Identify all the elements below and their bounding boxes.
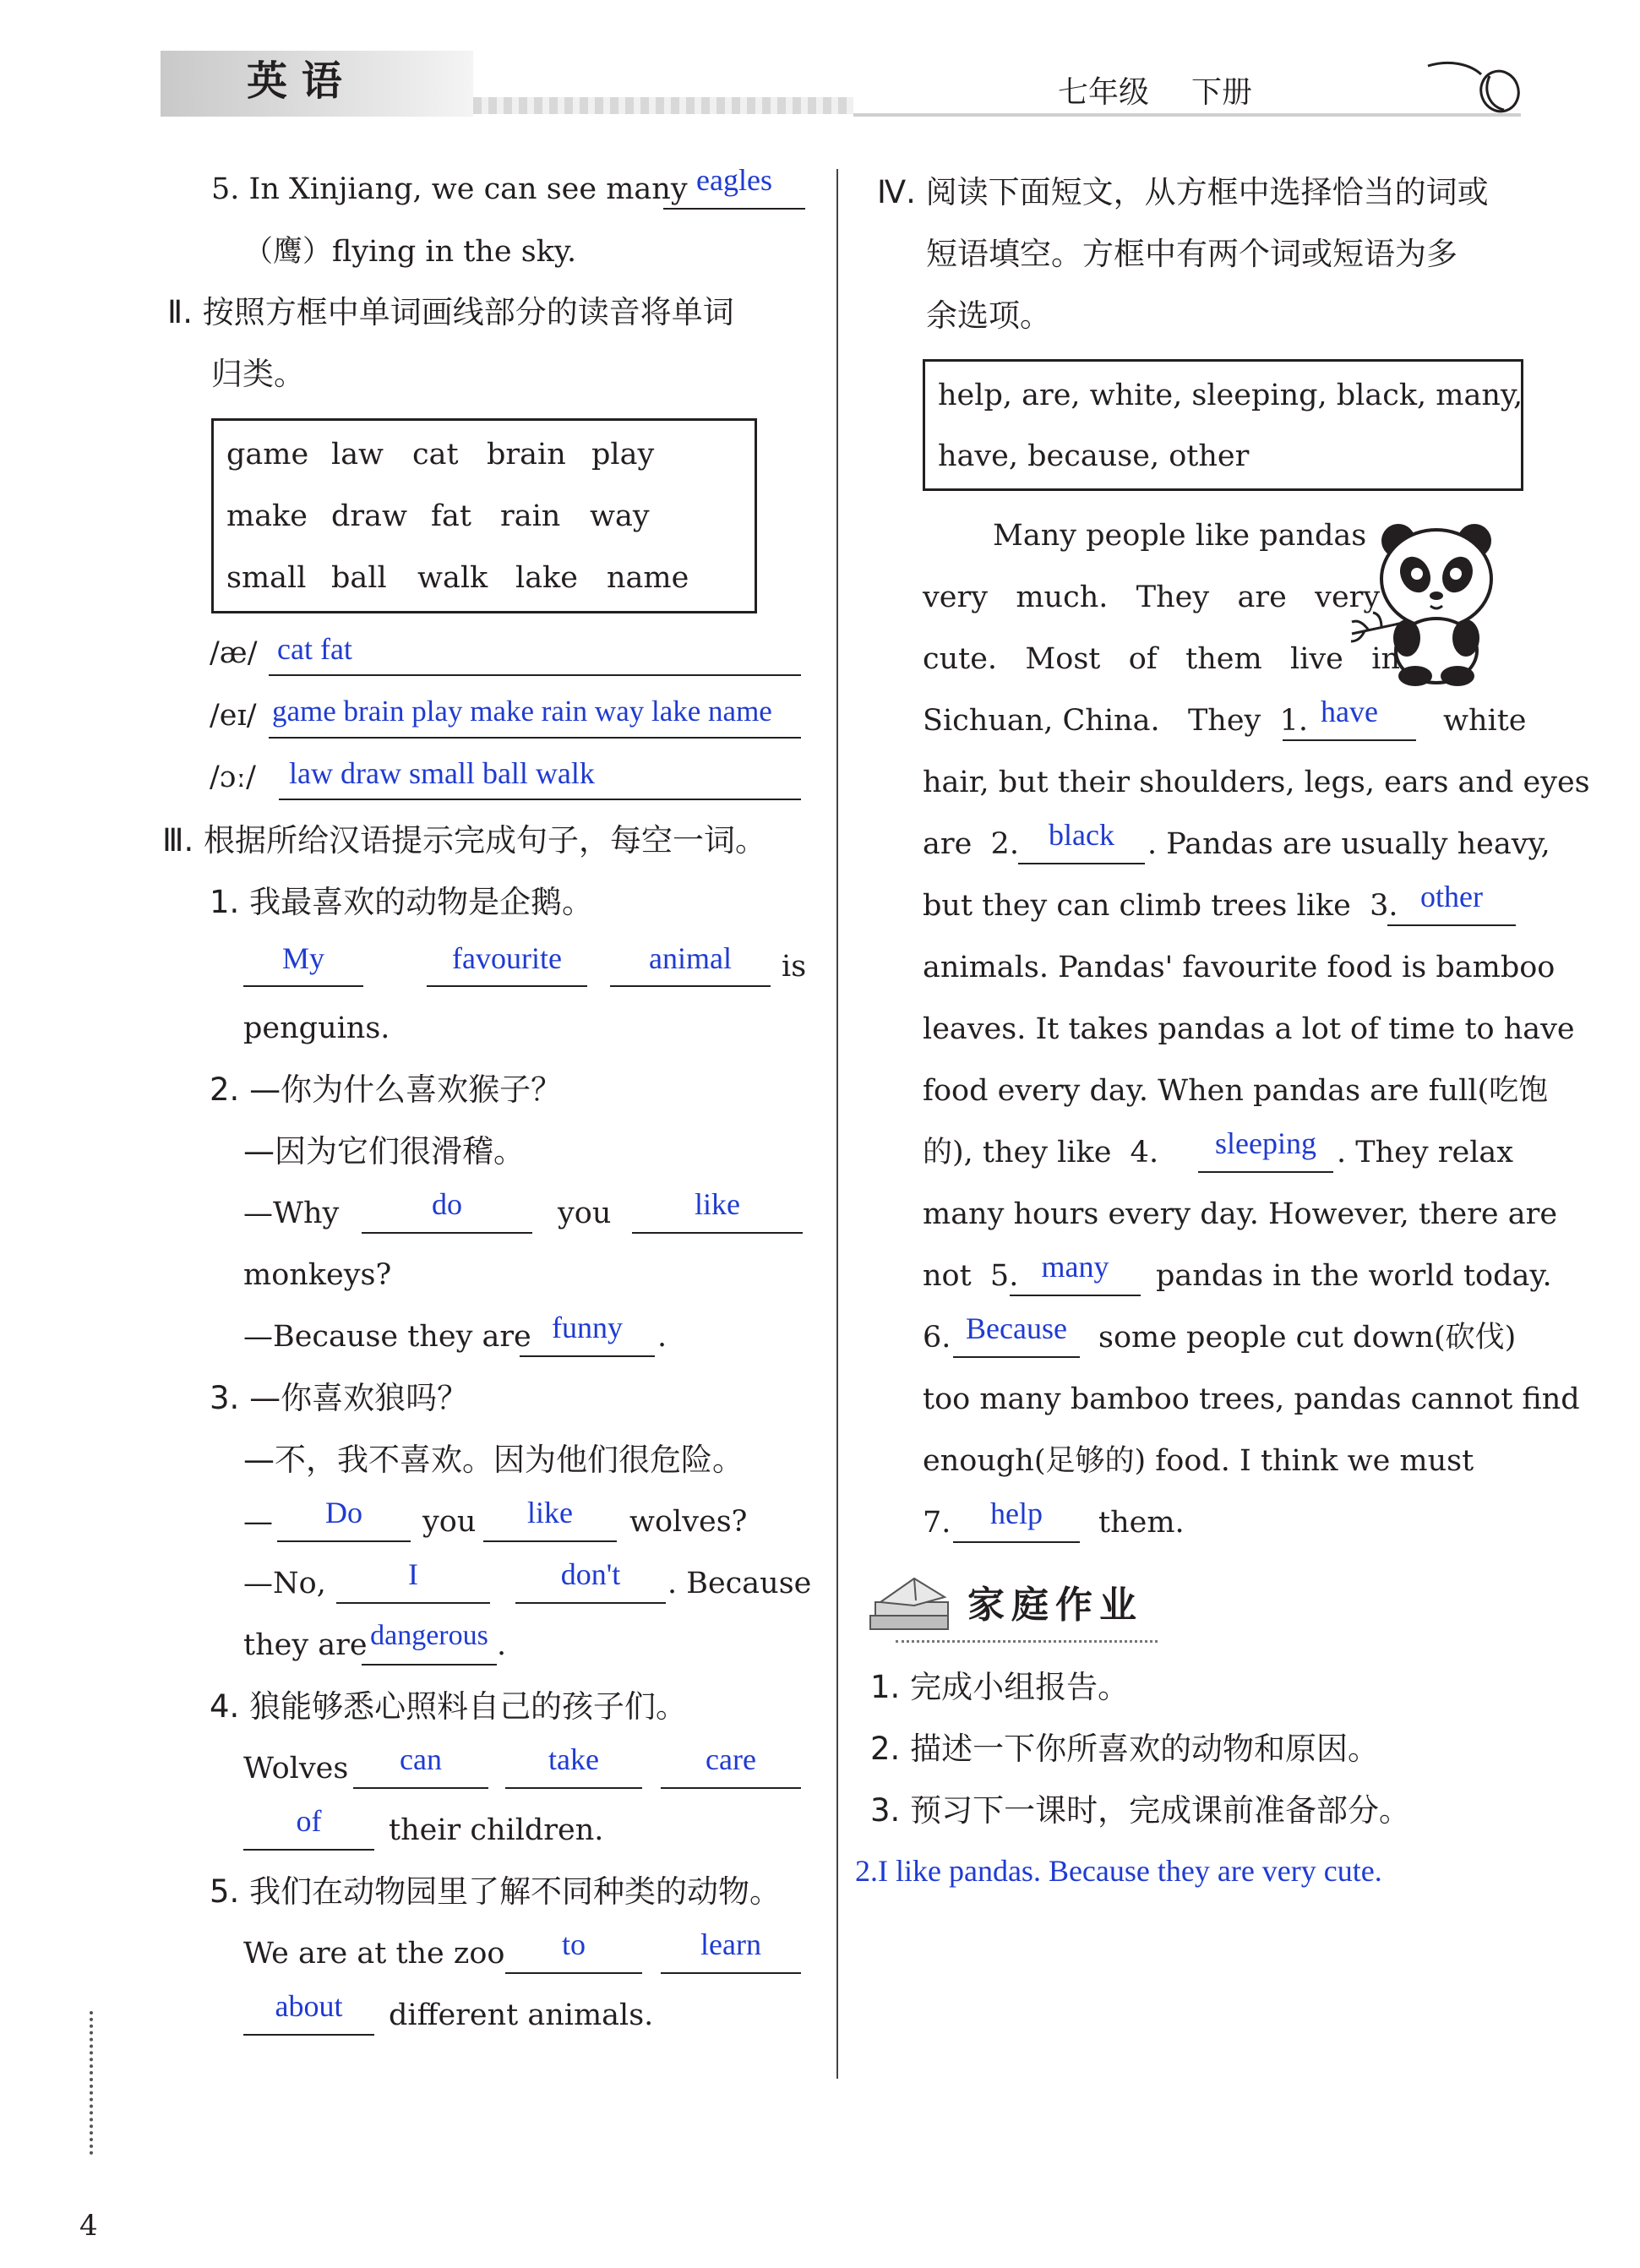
passage-line: food every day. When pandas are full(吃饱 (923, 1074, 1549, 1108)
page-number: 4 (79, 2209, 98, 2243)
s3-q5-answer2: learn (700, 1927, 761, 1961)
passage-line: enough(足够的) food. I think we must (923, 1444, 1474, 1478)
left-q5-text: 5. In Xinjiang, we can see many (211, 172, 688, 206)
passage-line: 的), they like 4. (923, 1136, 1159, 1169)
s3-q4-end: their children. (389, 1813, 604, 1847)
s3-q2-answer3: funny (552, 1311, 623, 1344)
s3-q3-answer3: I (408, 1557, 418, 1591)
homework-underline (896, 1635, 1158, 1643)
homework-item: 3. 预习下一课时，完成课前准备部分。 (870, 1792, 1411, 1829)
word-cell: play (591, 438, 655, 472)
option-box-line2: have, because, other (938, 439, 1250, 473)
passage-line: cute. Most of them live in (923, 642, 1401, 676)
passage-line: pandas in the world today. (1156, 1259, 1552, 1293)
s3-q2-monkeys: monkeys? (243, 1258, 392, 1292)
s3-q1-is: is (782, 950, 807, 984)
phonetic-symbol: /ɔː/ (210, 761, 256, 794)
s3-q5-end: different animals. (389, 1998, 654, 2032)
s3-q4-cn: 4. 狼能够悉心照料自己的孩子们。 (210, 1688, 688, 1725)
passage-answer-4: sleeping (1215, 1126, 1316, 1160)
s3-q3-answer4: don't (560, 1557, 621, 1591)
s3-q3-you: you (422, 1505, 477, 1539)
homework-answer: 2.I like pandas. Because they are very cute. (855, 1854, 1382, 1888)
passage-line: very much. They are very (923, 581, 1381, 614)
s3-q4-answer1: can (400, 1742, 442, 1776)
books-icon (864, 1572, 965, 1639)
s3-q3-wolves: wolves? (629, 1505, 748, 1539)
header-rule (853, 113, 1521, 117)
s3-q2-cn2: —因为它们很滑稽。 (243, 1133, 525, 1169)
s3-q1-answer2: favourite (452, 941, 562, 975)
s3-q3-answer2: like (527, 1496, 573, 1529)
passage-line: . Pandas are usually heavy, (1147, 827, 1550, 861)
column-divider (836, 169, 838, 2079)
option-box-line1: help, are, white, sleeping, black, many, (938, 379, 1523, 412)
s3-q2-dot: . (657, 1320, 667, 1354)
section2-title: Ⅱ. 按照方框中单词画线部分的读音将单词 (167, 294, 734, 330)
section3-title: Ⅲ. 根据所给汉语提示完成句子，每空一词。 (162, 822, 767, 859)
word-cell: name (607, 561, 689, 595)
s3-q3-because: . Because (667, 1567, 812, 1600)
s3-q1-end: penguins. (243, 1011, 390, 1045)
word-cell: lake (515, 561, 578, 595)
passage-line: 7. (923, 1506, 951, 1540)
passage-line: but they can climb trees like 3. (923, 889, 1398, 923)
s3-q3-cn1: 3. —你喜欢狼吗？ (210, 1380, 469, 1416)
passage-line: Sichuan, China. They 1. (923, 704, 1308, 738)
s3-q2-cn1: 2. —你为什么喜欢猴子？ (210, 1071, 563, 1108)
s3-q1-answer3: animal (649, 941, 732, 975)
passage-line: leaves. It takes pandas a lot of time to have (923, 1012, 1575, 1046)
passage-line: . They relax (1337, 1136, 1513, 1169)
phonetic-answer: game brain play make rain way lake name (272, 695, 772, 728)
s3-q3-answer1: Do (325, 1496, 362, 1529)
passage-line: hair, but their shoulders, legs, ears and eyes (923, 766, 1590, 799)
word-cell: cat (412, 438, 459, 472)
passage-line: 6. (923, 1321, 951, 1355)
s3-q3-they-are: they are (243, 1628, 368, 1662)
word-cell: game (226, 438, 309, 472)
s3-q5-answer3: about (275, 1989, 343, 2023)
s3-q4-answer4: of (296, 1804, 322, 1838)
s3-q3-answer5: dangerous (370, 1620, 488, 1651)
s3-q5-answer1: to (561, 1927, 586, 1961)
word-cell: make (226, 499, 308, 533)
passage-line: some people cut down(砍伐) (1098, 1321, 1517, 1355)
section4-title: Ⅳ. 阅读下面短文，从方框中选择恰当的词或 (877, 174, 1489, 210)
passage-line: many hours every day. However, there are (923, 1197, 1558, 1231)
word-cell: fat (431, 499, 471, 533)
passage-line: are 2. (923, 827, 1019, 861)
s3-q4-answer3: care (706, 1742, 756, 1776)
word-cell: draw (331, 499, 407, 533)
word-cell: brain (487, 438, 566, 472)
s3-q2-why: —Why (243, 1197, 340, 1230)
passage-answer-6: Because (966, 1311, 1067, 1345)
s3-q1-answer1: My (281, 941, 324, 975)
word-cell: ball (331, 561, 387, 595)
s3-q2-because: —Because they are (243, 1320, 531, 1354)
word-cell: small (226, 561, 307, 595)
homework-item: 2. 描述一下你所喜欢的动物和原因。 (870, 1731, 1380, 1767)
left-q5-answer: eagles (696, 163, 772, 197)
s3-q1-cn: 1. 我最喜欢的动物是企鹅。 (210, 884, 594, 920)
phonetic-symbol: /æ/ (210, 636, 258, 670)
section4-title-cont2: 余选项。 (926, 297, 1051, 334)
phonetic-answer: cat fat (277, 632, 352, 666)
s3-q2-you: you (558, 1197, 612, 1230)
s3-q2-answer2: like (695, 1187, 740, 1221)
section4-title-cont1: 短语填空。方框中有两个词或短语为多 (926, 236, 1457, 272)
word-cell: rain (500, 499, 561, 533)
passage-answer-7: help (990, 1497, 1043, 1530)
passage-answer-1: have (1321, 695, 1378, 728)
word-cell: walk (417, 561, 488, 595)
passage-line: them. (1098, 1506, 1185, 1540)
passage-line: too many bamboo trees, pandas cannot find (923, 1382, 1580, 1416)
passage-answer-2: black (1049, 818, 1114, 852)
passage-answer-5: many (1041, 1250, 1109, 1284)
s3-q5-en: We are at the zoo (243, 1937, 505, 1971)
header-volume: 下册 (1191, 75, 1253, 110)
margin-dots (90, 2011, 93, 2155)
header-grade: 七年级 (1058, 75, 1150, 110)
passage-line: white (1443, 704, 1527, 738)
header-subject: 英 语 (247, 57, 342, 105)
s3-q3-no: —No, (243, 1567, 326, 1600)
phonetic-answer: law draw small ball walk (289, 756, 595, 790)
s3-q2-answer1: do (432, 1187, 462, 1221)
left-q5-line2: （鹰）flying in the sky. (243, 235, 577, 269)
word-cell: way (590, 499, 650, 533)
s3-q4-answer2: take (548, 1742, 599, 1776)
passage-line: Many people like pandas (993, 519, 1367, 553)
phonetic-symbol: /eɪ/ (210, 699, 257, 733)
mouse-icon (1424, 57, 1525, 117)
s3-q3-dot: . (497, 1628, 507, 1662)
s3-q5-cn: 5. 我们在动物园里了解不同种类的动物。 (210, 1873, 782, 1910)
passage-line: not 5. (923, 1259, 1019, 1293)
homework-title: 家庭作业 (967, 1584, 1143, 1627)
s3-q4-wolves: Wolves (243, 1752, 349, 1786)
s3-q3-dash: — (243, 1505, 273, 1539)
passage-line: animals. Pandas' favourite food is bamboo (923, 951, 1556, 984)
header-stripe (473, 97, 853, 114)
s3-q3-cn2: —不，我不喜欢。因为他们很危险。 (243, 1442, 744, 1478)
section2-title-cont: 归类。 (211, 356, 305, 392)
word-cell: law (331, 438, 384, 472)
passage-answer-3: other (1420, 880, 1483, 913)
homework-item: 1. 完成小组报告。 (870, 1669, 1130, 1705)
